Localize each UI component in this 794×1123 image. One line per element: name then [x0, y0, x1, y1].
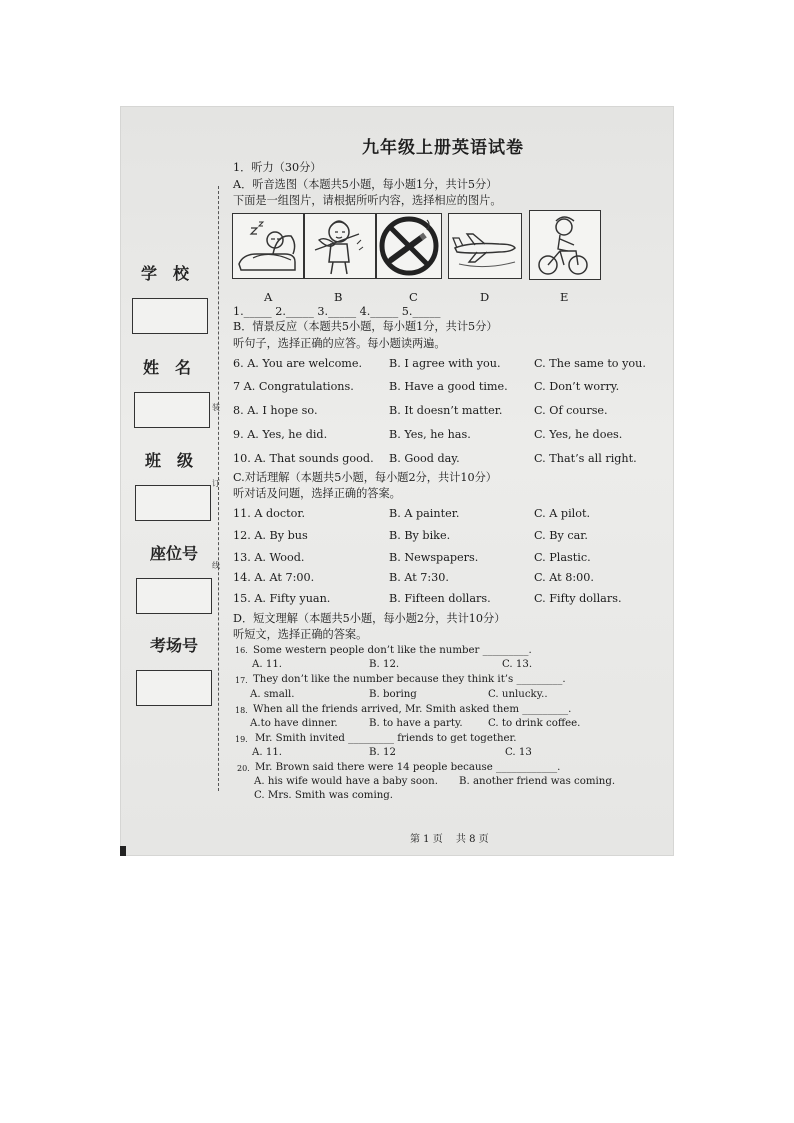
q13-option-b: B. Newspapers. — [389, 551, 479, 564]
q9-option-b: B. Yes, he has. — [389, 428, 471, 441]
q19-option-b: B. 12 — [369, 747, 396, 758]
part-a-title: A．听音选图（本题共5小题，每小题1分，共计5分） — [233, 178, 498, 191]
q17-option-b: B. boring — [369, 689, 417, 700]
picture-label-c: C — [409, 290, 418, 304]
margin-mark-xian: 线 — [212, 561, 220, 570]
picture-d — [448, 213, 522, 279]
q14-option-a: 14. A. At 7:00. — [233, 571, 315, 584]
page-footer: 第 1 页 共 8 页 — [410, 834, 489, 845]
picture-label-a: A — [264, 290, 273, 304]
scan-edge-shadow — [120, 846, 126, 856]
q19-option-c: C. 13 — [505, 747, 532, 758]
q7-option-b: B. Have a good time. — [389, 380, 508, 393]
q12-option-a: 12. A. By bus — [233, 529, 308, 542]
part-d-title: D．短文理解（本题共5小题，每小题2分，共计10分） — [233, 612, 506, 625]
q6-option-a: 6. A. You are welcome. — [233, 357, 363, 370]
q11-option-c: C. A pilot. — [534, 507, 591, 520]
q10-option-a: 10. A. That sounds good. — [233, 452, 374, 465]
q14-option-b: B. At 7:30. — [389, 571, 449, 584]
q11-option-a: 11. A doctor. — [233, 507, 306, 520]
part-b-title: B．情景反应（本题共5小题，每小题1分，共计5分） — [233, 320, 498, 333]
q13-option-a: 13. A. Wood. — [233, 551, 305, 564]
q16-option-a: A. 11. — [252, 659, 283, 670]
q17-option-c: C. unlucky.. — [488, 689, 548, 700]
seat-field[interactable] — [136, 578, 212, 614]
q18-number: 18. — [235, 706, 248, 715]
q18-stem: When all the friends arrived, Mr. Smith asked them _________. — [253, 704, 572, 715]
q20-option-a: A. his wife would have a baby soon. — [254, 776, 438, 787]
class-label: 班 级 — [145, 451, 194, 470]
q16-option-c: C. 13. — [502, 659, 533, 670]
q18-option-c: C. to drink coffee. — [488, 718, 581, 729]
picture-label-b: B — [334, 290, 343, 304]
q20-stem: Mr. Brown said there were 14 people because ____________. — [255, 762, 561, 773]
q7-option-c: C. Don’t worry. — [534, 380, 620, 393]
q11-option-b: B. A painter. — [389, 507, 460, 520]
picture-c — [376, 213, 442, 279]
margin-mark-zhuang: 装 — [212, 403, 220, 412]
room-field[interactable] — [136, 670, 212, 706]
part-a-answer-blanks: 1._____ 2._____ 3._____ 4._____ 5._____ — [233, 305, 441, 318]
seat-label: 座位号 — [150, 544, 199, 563]
q15-option-c: C. Fifty dollars. — [534, 592, 622, 605]
margin-mark-ding: 订 — [212, 479, 220, 488]
q18-option-b: B. to have a party. — [369, 718, 463, 729]
q15-option-b: B. Fifteen dollars. — [389, 592, 491, 605]
q16-option-b: B. 12. — [369, 659, 400, 670]
section-listening-heading: 1．听力（30分） — [233, 161, 322, 174]
q20-number: 20. — [237, 764, 250, 773]
exam-title: 九年级上册英语试卷 — [362, 138, 524, 158]
part-d-instruction: 听短文，选择正确的答案。 — [233, 628, 368, 641]
q8-option-b: B. It doesn’t matter. — [389, 404, 503, 417]
room-label: 考场号 — [150, 636, 199, 655]
picture-e — [529, 210, 601, 280]
q19-stem: Mr. Smith invited _________ friends to get together. — [255, 733, 517, 744]
q20-option-c: C. Mrs. Smith was coming. — [254, 790, 394, 801]
picture-a — [232, 213, 304, 279]
q7-option-a: 7 A. Congratulations. — [233, 380, 354, 393]
q15-option-a: 15. A. Fifty yuan. — [233, 592, 331, 605]
q12-option-b: B. By bike. — [389, 529, 451, 542]
q14-option-c: C. At 8:00. — [534, 571, 594, 584]
q13-option-c: C. Plastic. — [534, 551, 591, 564]
q9-option-a: 9. A. Yes, he did. — [233, 428, 328, 441]
picture-label-e: E — [560, 290, 569, 304]
part-b-instruction: 听句子，选择正确的应答。每小题读两遍。 — [233, 337, 446, 350]
school-label: 学 校 — [141, 264, 190, 283]
cyclist-icon — [530, 211, 600, 279]
q6-option-c: C. The same to you. — [534, 357, 646, 370]
no-smoking-icon — [377, 214, 441, 278]
q10-option-c: C. That’s all right. — [534, 452, 637, 465]
q9-option-c: C. Yes, he does. — [534, 428, 623, 441]
q18-option-a: A.to have dinner. — [250, 718, 338, 729]
part-a-instruction: 下面是一组图片，请根据所听内容，选择相应的图片。 — [233, 194, 502, 207]
part-c-instruction: 听对话及问题，选择正确的答案。 — [233, 487, 401, 500]
class-field[interactable] — [135, 485, 211, 521]
violin-boy-icon — [305, 214, 375, 278]
q17-option-a: A. small. — [250, 689, 295, 700]
name-field[interactable] — [134, 392, 210, 428]
picture-b — [304, 213, 376, 279]
q6-option-b: B. I agree with you. — [389, 357, 501, 370]
q17-stem: They don’t like the number because they think it’s _________. — [253, 674, 566, 685]
q16-stem: Some western people don’t like the number _________. — [253, 645, 532, 656]
q10-option-b: B. Good day. — [389, 452, 460, 465]
q8-option-a: 8. A. I hope so. — [233, 404, 318, 417]
sleeping-person-icon — [233, 214, 303, 278]
school-field[interactable] — [132, 298, 208, 334]
q20-option-b: B. another friend was coming. — [459, 776, 616, 787]
name-label: 姓 名 — [143, 358, 192, 377]
q16-number: 16. — [235, 646, 248, 655]
airplane-icon — [449, 214, 521, 278]
q19-number: 19. — [235, 735, 248, 744]
q8-option-c: C. Of course. — [534, 404, 608, 417]
q17-number: 17. — [235, 676, 248, 685]
q19-option-a: A. 11. — [252, 747, 283, 758]
picture-label-d: D — [480, 290, 490, 304]
part-c-title: C.对话理解（本题共5小题，每小题2分，共计10分） — [233, 471, 497, 484]
q12-option-c: C. By car. — [534, 529, 588, 542]
